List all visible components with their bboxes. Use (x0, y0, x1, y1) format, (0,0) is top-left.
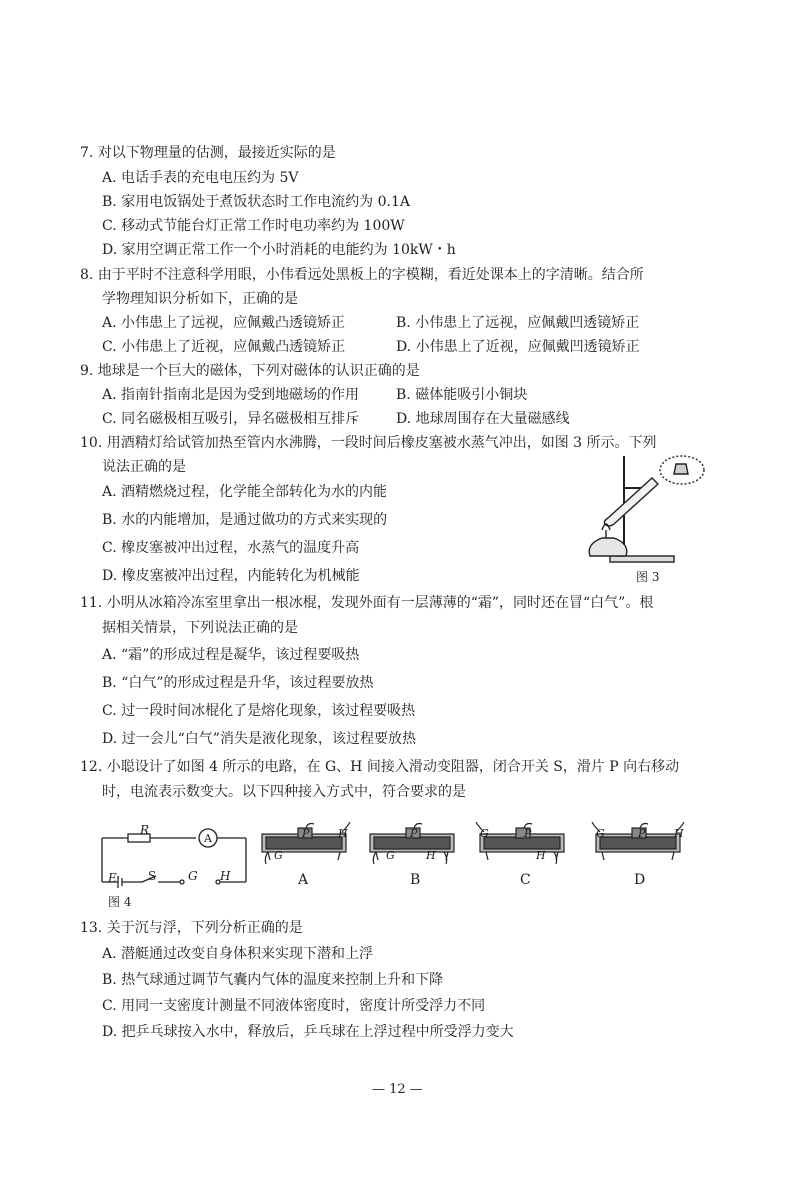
q10-option-d: D. 橡皮塞被冲出过程，内能转化为机械能 (102, 568, 360, 584)
option-a-bottom-left: G (274, 849, 283, 862)
q10-option-a: A. 酒精燃烧过程，化学能全部转化为水的内能 (102, 484, 388, 500)
q7-option-d: D. 家用空调正常工作一个小时消耗的电能约为 10kW・h (102, 242, 456, 258)
option-c-letter: C (520, 872, 531, 888)
q13-option-c: C. 用同一支密度计测量不同液体密度时，密度计所受浮力不同 (102, 998, 486, 1014)
circuit-label-h: H (220, 869, 231, 883)
q9-option-b: B. 磁体能吸引小铜块 (396, 387, 528, 403)
q13-option-d: D. 把乒乓球按入水中，释放后，乒乓球在上浮过程中所受浮力变大 (102, 1024, 514, 1040)
figure-4-caption: 图 4 (108, 895, 132, 909)
circuit-label-e: E (108, 871, 117, 885)
circuit-label-a: A (204, 832, 212, 845)
option-b-letter: B (410, 872, 421, 888)
q7-option-b: B. 家用电饭锅处于煮饭状态时工作电流约为 0.1A (102, 194, 411, 210)
q8-stem-line2: 学物理知识分析如下，正确的是 (102, 291, 298, 307)
q8-option-c: C. 小伟患上了近视，应佩戴凸透镜矫正 (102, 339, 346, 355)
q10-stem-line1: 10. 用酒精灯给试管加热至管内水沸腾，一段时间后橡皮塞被水蒸气冲出，如图 3 所示。下列 (80, 435, 657, 451)
option-a-top-right: H (338, 827, 348, 840)
option-d-top-left: G (596, 827, 605, 840)
option-b-bottom-right: H (426, 849, 436, 862)
q10-stem-line2: 说法正确的是 (102, 459, 186, 475)
figure-3-caption: 图 3 (636, 570, 660, 584)
q13-option-a: A. 潜艇通过改变自身体积来实现下潜和上浮 (102, 946, 374, 962)
q8-stem-line1: 8. 由于平时不注意科学用眼，小伟看远处黑板上的字模糊，看近处课本上的字清晰。结合所 (80, 267, 644, 283)
q12-stem-line2: 时，电流表示数变大。以下四种接入方式中，符合要求的是 (102, 784, 466, 800)
q11-option-c: C. 过一段时间冰棍化了是熔化现象，该过程要吸热 (102, 703, 416, 719)
q7-option-a: A. 电话手表的充电电压约为 5V (102, 170, 299, 186)
q7-stem: 7. 对以下物理量的估测，最接近实际的是 (80, 145, 336, 161)
option-d-letter: D (634, 872, 646, 888)
circuit-label-r: R (140, 823, 150, 837)
circuit-label-g: G (188, 869, 198, 883)
q11-option-d: D. 过一会儿“白气”消失是液化现象，该过程要放热 (102, 731, 416, 747)
option-c-top-mid: P (524, 827, 532, 840)
q8-option-a: A. 小伟患上了远视，应佩戴凸透镜矫正 (102, 315, 346, 331)
q13-option-b: B. 热气球通过调节气囊内气体的温度来控制上升和下降 (102, 972, 444, 988)
q13-stem: 13. 关于沉与浮，下列分析正确的是 (80, 920, 303, 936)
q12-stem-line1: 12. 小聪设计了如图 4 所示的电路，在 G、H 间接入滑动变阻器，闭合开关 S，滑片 P 向右移动 (80, 759, 680, 775)
option-c-bottom-right: H (536, 849, 546, 862)
q11-option-a: A. “霜”的形成过程是凝华，该过程要吸热 (102, 647, 360, 663)
q8-option-d: D. 小伟患上了近视，应佩戴凹透镜矫正 (396, 339, 640, 355)
q10-option-b: B. 水的内能增加，是通过做功的方式来实现的 (102, 512, 388, 528)
option-a-letter: A (298, 872, 309, 888)
option-d-top-right: H (674, 827, 684, 840)
option-b-top-mid: P (410, 827, 418, 840)
circuit-label-s: S (148, 869, 157, 883)
q9-option-d: D. 地球周围存在大量磁感线 (396, 411, 570, 427)
q11-stem-line2: 据相关情景，下列说法正确的是 (102, 620, 298, 636)
q9-option-c: C. 同名磁极相互吸引，异名磁极相互排斥 (102, 411, 360, 427)
option-d-top-mid: P (638, 827, 646, 840)
option-a-top-mid: P (302, 827, 310, 840)
q9-option-a: A. 指南针指南北是因为受到地磁场的作用 (102, 387, 360, 403)
q8-option-b: B. 小伟患上了远视，应佩戴凹透镜矫正 (396, 315, 640, 331)
q9-stem: 9. 地球是一个巨大的磁体，下列对磁体的认识正确的是 (80, 363, 420, 379)
option-c-top-left: G (480, 827, 489, 840)
q10-option-c: C. 橡皮塞被冲出过程，水蒸气的温度升高 (102, 540, 360, 556)
q7-option-c: C. 移动式节能台灯正常工作时电功率约为 100W (102, 218, 405, 234)
q11-stem-line1: 11. 小明从冰箱冷冻室里拿出一根冰棍，发现外面有一层薄薄的“霜”，同时还在冒“白气”。根 (80, 595, 654, 611)
option-b-bottom-left: G (386, 849, 395, 862)
figure-3-illustration (572, 448, 712, 570)
page-number: — 12 — (372, 1082, 423, 1097)
q11-option-b: B. “白气”的形成过程是升华，该过程要放热 (102, 675, 374, 691)
